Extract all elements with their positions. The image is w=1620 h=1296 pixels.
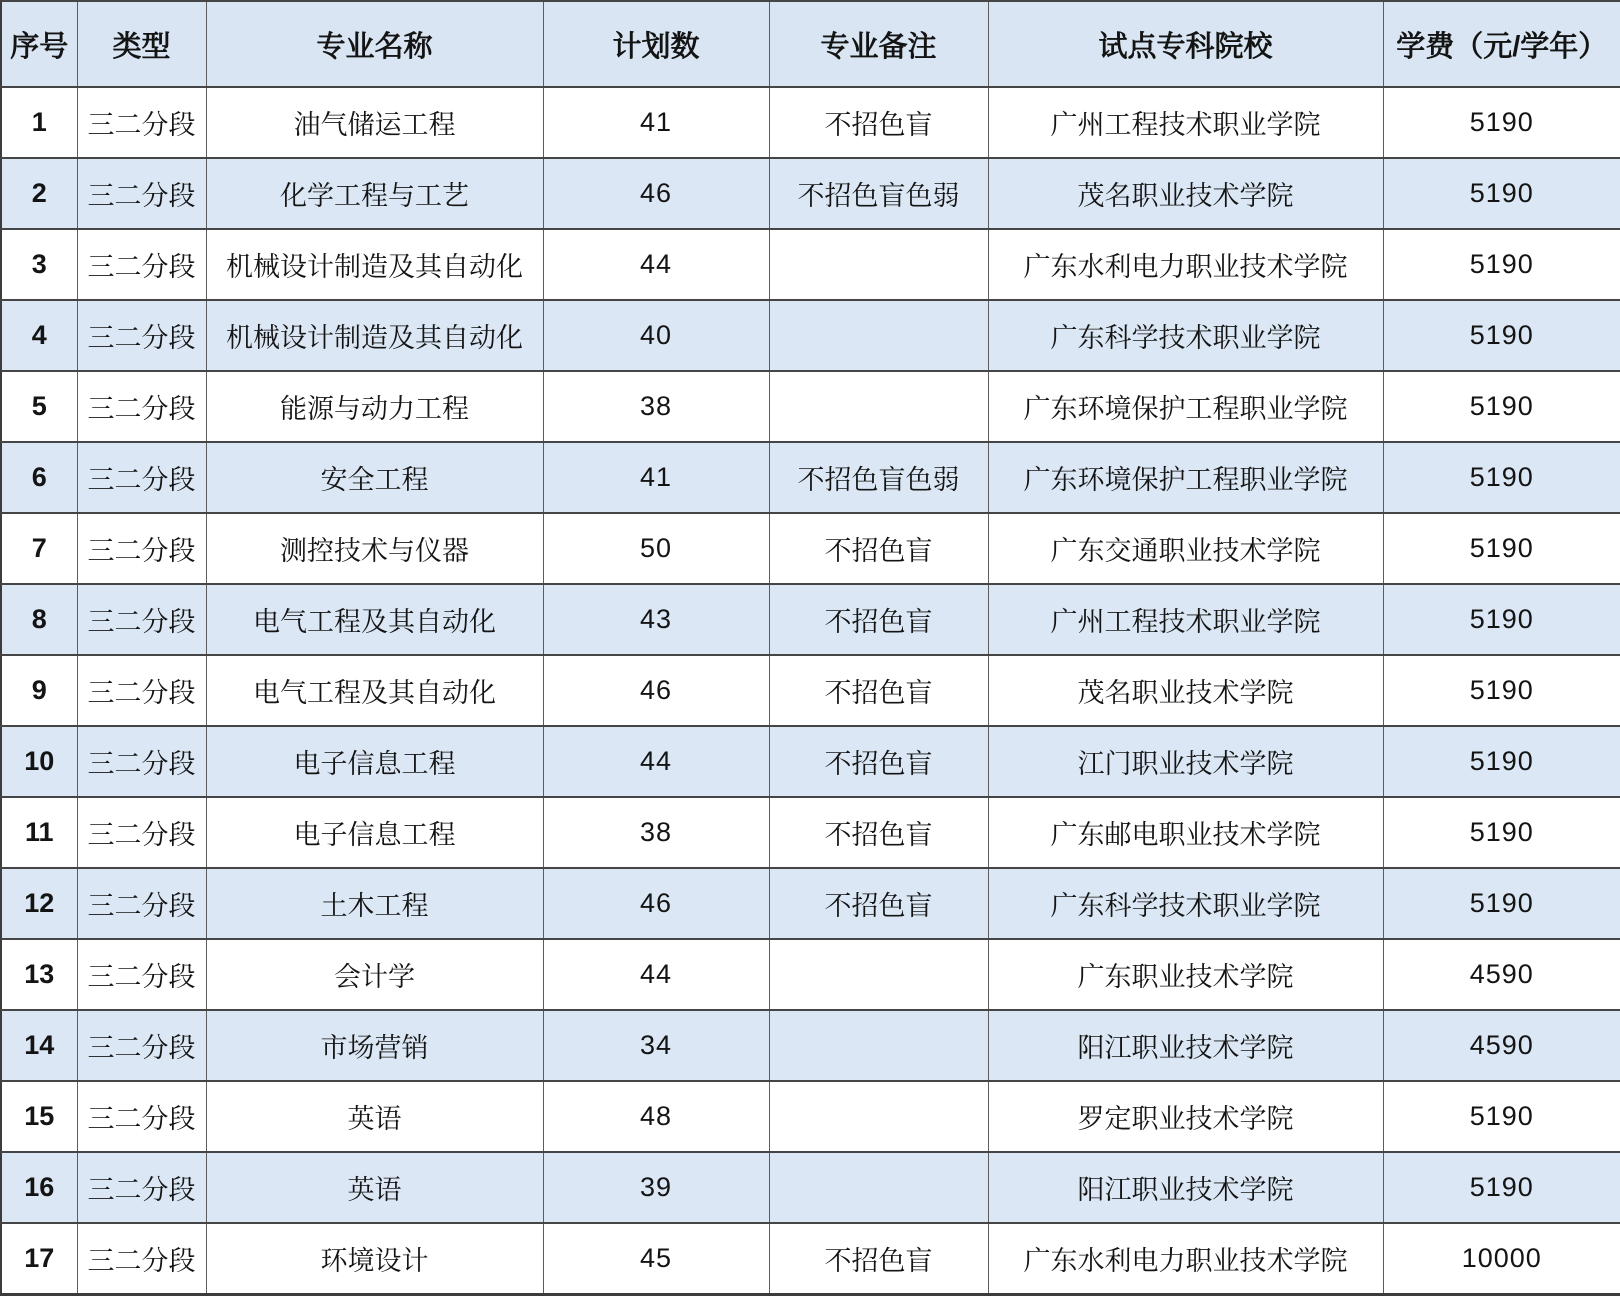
cell-plan-count: 41 xyxy=(543,87,769,158)
cell-type: 三二分段 xyxy=(77,1081,206,1152)
cell-tuition: 10000 xyxy=(1383,1223,1620,1294)
cell-type: 三二分段 xyxy=(77,797,206,868)
cell-plan-count: 46 xyxy=(543,868,769,939)
cell-tuition: 5190 xyxy=(1383,868,1620,939)
cell-tuition: 5190 xyxy=(1383,87,1620,158)
cell-tuition: 5190 xyxy=(1383,513,1620,584)
cell-remarks: 不招色盲 xyxy=(769,655,988,726)
cell-major: 英语 xyxy=(206,1081,543,1152)
cell-index: 5 xyxy=(1,371,77,442)
cell-college: 广东水利电力职业技术学院 xyxy=(988,1223,1383,1294)
cell-remarks xyxy=(769,1152,988,1223)
cell-index: 10 xyxy=(1,726,77,797)
cell-college: 广东交通职业技术学院 xyxy=(988,513,1383,584)
cell-college: 广东职业技术学院 xyxy=(988,939,1383,1010)
cell-college: 阳江职业技术学院 xyxy=(988,1010,1383,1081)
cell-tuition: 5190 xyxy=(1383,158,1620,229)
cell-tuition: 5190 xyxy=(1383,300,1620,371)
cell-remarks: 不招色盲 xyxy=(769,1223,988,1294)
cell-tuition: 4590 xyxy=(1383,939,1620,1010)
cell-remarks: 不招色盲 xyxy=(769,797,988,868)
cell-type: 三二分段 xyxy=(77,655,206,726)
cell-college: 茂名职业技术学院 xyxy=(988,158,1383,229)
table-header xyxy=(1,1,1620,87)
cell-major: 英语 xyxy=(206,1152,543,1223)
cell-major: 机械设计制造及其自动化 xyxy=(206,229,543,300)
cell-plan-count: 38 xyxy=(543,797,769,868)
cell-type: 三二分段 xyxy=(77,442,206,513)
cell-plan-count: 39 xyxy=(543,1152,769,1223)
cell-college: 阳江职业技术学院 xyxy=(988,1152,1383,1223)
table-body xyxy=(1,87,1620,1295)
cell-index: 6 xyxy=(1,442,77,513)
cell-major: 油气储运工程 xyxy=(206,87,543,158)
cell-plan-count: 46 xyxy=(543,655,769,726)
cell-college: 广州工程技术职业学院 xyxy=(988,87,1383,158)
cell-plan-count: 46 xyxy=(543,158,769,229)
column-header-remarks: 专业备注 xyxy=(769,1,988,87)
table-row xyxy=(1,1081,1620,1152)
cell-major: 会计学 xyxy=(206,939,543,1010)
table-row xyxy=(1,229,1620,300)
cell-remarks: 不招色盲 xyxy=(769,513,988,584)
table-row xyxy=(1,300,1620,371)
cell-plan-count: 50 xyxy=(543,513,769,584)
cell-index: 16 xyxy=(1,1152,77,1223)
column-header-plan-count: 计划数 xyxy=(543,1,769,87)
cell-college: 广东科学技术职业学院 xyxy=(988,868,1383,939)
cell-type: 三二分段 xyxy=(77,300,206,371)
cell-tuition: 5190 xyxy=(1383,371,1620,442)
cell-index: 1 xyxy=(1,87,77,158)
cell-major: 环境设计 xyxy=(206,1223,543,1294)
cell-major: 化学工程与工艺 xyxy=(206,158,543,229)
cell-type: 三二分段 xyxy=(77,1010,206,1081)
cell-college: 广东邮电职业技术学院 xyxy=(988,797,1383,868)
table-row xyxy=(1,442,1620,513)
cell-remarks: 不招色盲 xyxy=(769,726,988,797)
column-header-college: 试点专科院校 xyxy=(988,1,1383,87)
cell-college: 罗定职业技术学院 xyxy=(988,1081,1383,1152)
cell-college: 广州工程技术职业学院 xyxy=(988,584,1383,655)
cell-plan-count: 44 xyxy=(543,939,769,1010)
cell-remarks: 不招色盲 xyxy=(769,87,988,158)
table-row xyxy=(1,939,1620,1010)
cell-major: 测控技术与仪器 xyxy=(206,513,543,584)
cell-major: 能源与动力工程 xyxy=(206,371,543,442)
cell-major: 电子信息工程 xyxy=(206,726,543,797)
cell-college: 广东环境保护工程职业学院 xyxy=(988,442,1383,513)
cell-type: 三二分段 xyxy=(77,868,206,939)
cell-major: 电气工程及其自动化 xyxy=(206,584,543,655)
column-header-tuition: 学费（元/学年） xyxy=(1383,1,1620,87)
table-row xyxy=(1,797,1620,868)
cell-index: 9 xyxy=(1,655,77,726)
cell-remarks xyxy=(769,229,988,300)
cell-index: 8 xyxy=(1,584,77,655)
table-row xyxy=(1,726,1620,797)
column-header-major: 专业名称 xyxy=(206,1,543,87)
cell-plan-count: 41 xyxy=(543,442,769,513)
cell-index: 15 xyxy=(1,1081,77,1152)
cell-type: 三二分段 xyxy=(77,158,206,229)
cell-plan-count: 44 xyxy=(543,726,769,797)
cell-type: 三二分段 xyxy=(77,726,206,797)
table-row xyxy=(1,584,1620,655)
cell-index: 4 xyxy=(1,300,77,371)
cell-college: 江门职业技术学院 xyxy=(988,726,1383,797)
cell-type: 三二分段 xyxy=(77,371,206,442)
table-row xyxy=(1,87,1620,158)
cell-type: 三二分段 xyxy=(77,584,206,655)
cell-tuition: 5190 xyxy=(1383,229,1620,300)
cell-plan-count: 40 xyxy=(543,300,769,371)
header-row xyxy=(1,1,1620,87)
cell-remarks xyxy=(769,1010,988,1081)
cell-major: 电子信息工程 xyxy=(206,797,543,868)
cell-major: 电气工程及其自动化 xyxy=(206,655,543,726)
cell-college: 茂名职业技术学院 xyxy=(988,655,1383,726)
cell-plan-count: 45 xyxy=(543,1223,769,1294)
cell-type: 三二分段 xyxy=(77,939,206,1010)
cell-major: 安全工程 xyxy=(206,442,543,513)
cell-college: 广东科学技术职业学院 xyxy=(988,300,1383,371)
cell-remarks xyxy=(769,939,988,1010)
cell-index: 11 xyxy=(1,797,77,868)
column-header-index: 序号 xyxy=(1,1,77,87)
table-row xyxy=(1,1152,1620,1223)
cell-tuition: 5190 xyxy=(1383,655,1620,726)
cell-plan-count: 34 xyxy=(543,1010,769,1081)
cell-college: 广东水利电力职业技术学院 xyxy=(988,229,1383,300)
table-row xyxy=(1,158,1620,229)
cell-remarks xyxy=(769,371,988,442)
cell-tuition: 5190 xyxy=(1383,1152,1620,1223)
cell-plan-count: 44 xyxy=(543,229,769,300)
table-row xyxy=(1,868,1620,939)
cell-type: 三二分段 xyxy=(77,87,206,158)
cell-remarks: 不招色盲 xyxy=(769,868,988,939)
cell-index: 17 xyxy=(1,1223,77,1294)
cell-type: 三二分段 xyxy=(77,1152,206,1223)
cell-tuition: 5190 xyxy=(1383,442,1620,513)
cell-major: 市场营销 xyxy=(206,1010,543,1081)
table-row xyxy=(1,1010,1620,1081)
cell-index: 2 xyxy=(1,158,77,229)
cell-tuition: 5190 xyxy=(1383,726,1620,797)
cell-tuition: 5190 xyxy=(1383,1081,1620,1152)
cell-index: 7 xyxy=(1,513,77,584)
cell-tuition: 5190 xyxy=(1383,797,1620,868)
table-row xyxy=(1,655,1620,726)
cell-tuition: 5190 xyxy=(1383,584,1620,655)
cell-major: 机械设计制造及其自动化 xyxy=(206,300,543,371)
table-row xyxy=(1,513,1620,584)
column-header-type: 类型 xyxy=(77,1,206,87)
cell-remarks: 不招色盲色弱 xyxy=(769,158,988,229)
cell-remarks xyxy=(769,300,988,371)
cell-remarks: 不招色盲 xyxy=(769,584,988,655)
cell-remarks: 不招色盲色弱 xyxy=(769,442,988,513)
cell-tuition: 4590 xyxy=(1383,1010,1620,1081)
cell-plan-count: 38 xyxy=(543,371,769,442)
cell-index: 3 xyxy=(1,229,77,300)
cell-plan-count: 48 xyxy=(543,1081,769,1152)
cell-index: 13 xyxy=(1,939,77,1010)
cell-major: 土木工程 xyxy=(206,868,543,939)
table-row xyxy=(1,1223,1620,1294)
cell-index: 12 xyxy=(1,868,77,939)
cell-type: 三二分段 xyxy=(77,513,206,584)
cell-index: 14 xyxy=(1,1010,77,1081)
cell-type: 三二分段 xyxy=(77,229,206,300)
table-row xyxy=(1,371,1620,442)
cell-college: 广东环境保护工程职业学院 xyxy=(988,371,1383,442)
cell-plan-count: 43 xyxy=(543,584,769,655)
cell-type: 三二分段 xyxy=(77,1223,206,1294)
cell-remarks xyxy=(769,1081,988,1152)
